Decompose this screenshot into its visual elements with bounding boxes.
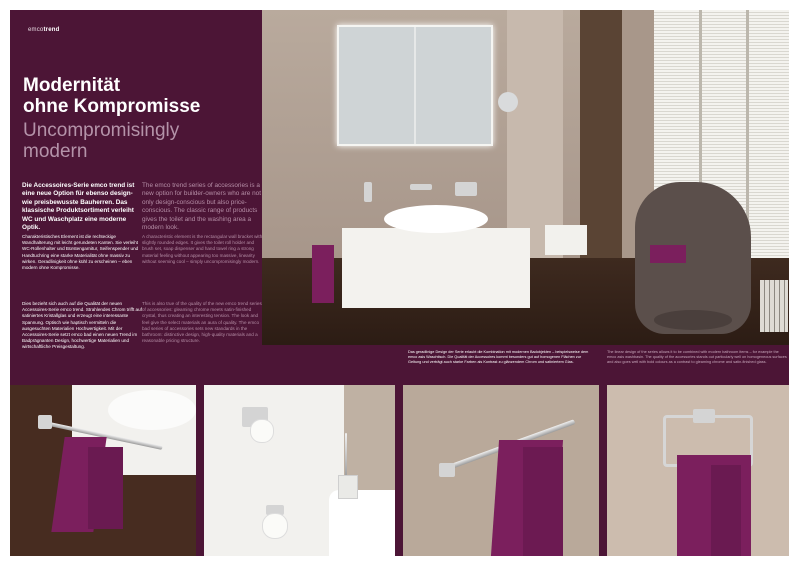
chair-base (654, 310, 732, 330)
spare-toilet-roll (262, 513, 288, 539)
purple-cushion (650, 245, 686, 263)
books-stack (760, 280, 788, 332)
headline-en-line1: Uncompromisingly (23, 120, 180, 141)
towel-ring-bracket (693, 409, 715, 423)
caption-german: Das geradlinige Design der Serie erlaubt die Kombination mit modernen Badobjekten – beispielsweise dem emco asis Waschtisch. Die Qualität der Accessoires kommt besonders gut auf homogenen Flächen zur Geltung und verträgt auch starke Farben als Kontrast zu glänzendem Chrom und satiniertem Glas. (408, 350, 589, 364)
photo-toilet-accessories (204, 385, 395, 556)
toilet-bowl (329, 490, 395, 556)
intro-english: The emco trend series of accessories is a new option for builder-owners who are not only design-conscious but also price-conscious. The classic range of products gives the toilet and the washing area a modern look. (142, 182, 262, 232)
towel-bar-bracket (439, 463, 455, 477)
body-german-paragraph-1: Charakteristisches Element ist die rechteckige Wandhalterung mit leicht gerundeten Kanten. Sie verleiht WC-Rollenhalter und Bürstengarnitur, Seifenspender und Handtuchring eine starke Materialität ohne massiv zu wirken. Geradlinigkeit ohne kühl zu erscheinen – eben modern ohne Kompromisse. (22, 234, 139, 271)
brand-prefix: emco (28, 27, 44, 33)
wall-hung-toilet (545, 225, 587, 255)
intro-german: Die Accessoires-Serie emco trend ist eine neue Option für ebenso design- wie preisbewusste Bauherren. Das klassische Produktsortiment verleiht WC und Waschplatz eine moderne Optik. (22, 182, 135, 232)
headline-german (23, 75, 233, 117)
wall-column (507, 10, 563, 258)
headline-de-line1: Modernität (23, 75, 121, 96)
purple-hand-towel (312, 245, 334, 303)
brand-name: trend (43, 27, 60, 33)
caption-english: The linear design of the series allows it to be combined with modern bathroom items – for example the emco asis washbasin. The quality of the accessories stands out particularly well on homogeneous surfaces and also goes well with bold colours as a contrast to gleaming chrome and satin-finished glass. (607, 350, 787, 364)
cosmetic-mirror (498, 92, 518, 112)
brush-handle (345, 433, 347, 479)
photo-towel-rail (10, 385, 196, 556)
brochure-spread (10, 10, 789, 556)
tumbler-holder (455, 182, 477, 196)
photo-towel-bar (403, 385, 599, 556)
brand-logo (28, 27, 59, 33)
photo-towel-ring (607, 385, 789, 556)
brush-holder (338, 475, 358, 499)
faucet (410, 184, 432, 190)
body-english-paragraph-1: A characteristic element is the rectangular wall bracket with slightly rounded edges. It gives the toilet roll holder and brush set, soap dispenser and hand towel ring a strong material feeling without appearing too massive, linearity without seeming cool – simply uncompromisingly modern. (142, 234, 263, 264)
vanity-unit (342, 228, 530, 308)
main-bathroom-photo (262, 10, 789, 345)
mirror-cabinet (337, 25, 493, 146)
toilet-roll (250, 419, 274, 443)
soap-dispenser (364, 182, 372, 202)
washbasin (384, 205, 488, 233)
body-english-paragraph-2: This is also true of the quality of the new emco trend series of accessories: gleaming chrome meets satin-finished crystal, thus creating an interesting tension. The look and feel give the select materials an aura of quality. The emco bad series of accessories sets new standards in the bathroom: distinctive design, high-quality materials and a reasonable pricing structure. (142, 301, 262, 344)
wall-bracket (38, 415, 52, 429)
headline-en-line2: modern (23, 141, 88, 162)
body-german-paragraph-2: Dies bezieht sich auch auf die Qualität der neuen Accessoires-Serie emco trend. Strahlendes Chrom trifft auf satiniertes Kristallglas und erzeugt eine interessante Spannung. Optisch wie haptisch vermitteln die ausgesuchten Materialien Hochwertigkeit. Mit der Accessoires-Serie setzt emco bad einen neuen Trend im Badprägnanten Design, hochwertige Materialien und wirtschaftliche Preisgestaltung. (22, 301, 142, 350)
headline-english (23, 120, 233, 162)
headline-de-line2: ohne Kompromisse (23, 96, 201, 117)
